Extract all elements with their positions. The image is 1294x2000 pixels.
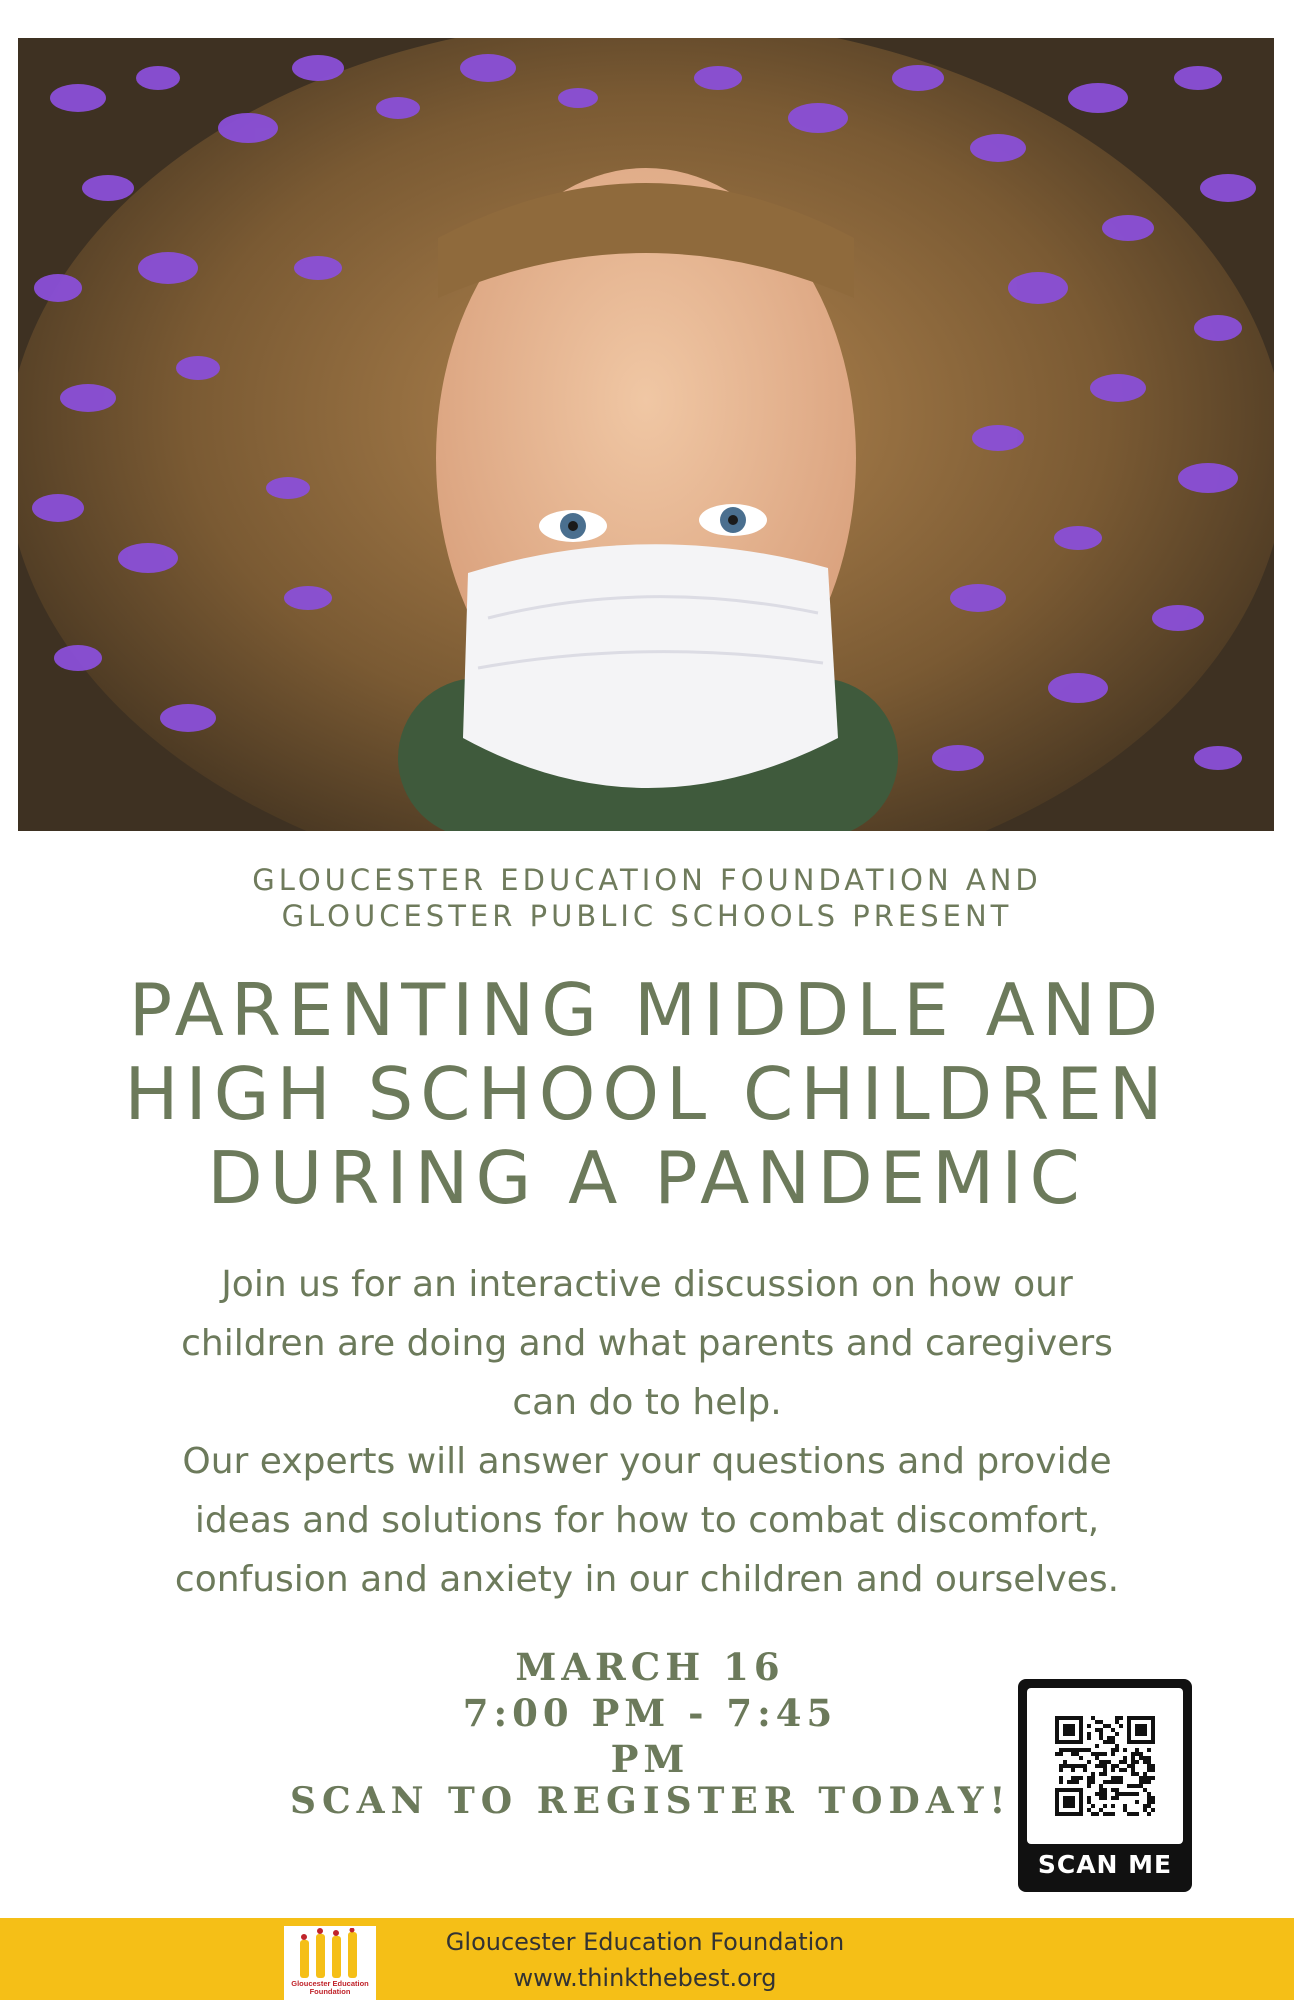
qr-scan-label: SCAN ME <box>1037 1850 1173 1879</box>
event-time: 7:00 PM - 7:45 PM <box>462 1691 838 1781</box>
footer-website-link[interactable]: www.thinkthebest.org <box>513 1964 777 1992</box>
footer-info <box>400 1924 890 1996</box>
logo-text-line-1: Gloucester Education <box>291 1979 369 1988</box>
event-date: MARCH 16 <box>515 1645 785 1689</box>
hero-photo <box>18 38 1274 831</box>
footer-bar <box>0 1918 1294 2000</box>
register-cta: SCAN TO REGISTER TODAY! <box>290 1780 1012 1822</box>
logo-wordmark <box>284 1980 376 1996</box>
presenters-line-1: GLOUCESTER EDUCATION FOUNDATION AND <box>252 863 1042 897</box>
event-description <box>60 1255 1234 1609</box>
description-line: confusion and anxiety in our children and ourselves. <box>174 1559 1120 1600</box>
title-line-3: DURING A PANDEMIC <box>207 1136 1087 1220</box>
presenters-line-2: GLOUCESTER PUBLIC SCHOOLS PRESENT <box>281 899 1013 933</box>
description-line: ideas and solutions for how to combat discomfort, <box>194 1500 1100 1541</box>
qr-code-icon <box>1027 1688 1183 1844</box>
description-line: Join us for an interactive discussion on how our <box>221 1264 1073 1305</box>
presenters-heading <box>0 862 1294 934</box>
title-line-2: HIGH SCHOOL CHILDREN <box>124 1052 1170 1136</box>
footer-org-name: Gloucester Education Foundation <box>445 1928 845 1956</box>
description-line: Our experts will answer your questions and provide <box>182 1441 1112 1482</box>
description-line: children are doing and what parents and caregivers <box>181 1323 1113 1364</box>
foundation-logo <box>284 1926 376 2000</box>
event-datetime <box>420 1644 880 1782</box>
qr-register-code[interactable] <box>1018 1679 1192 1892</box>
description-line: can do to help. <box>512 1382 782 1423</box>
title-line-1: PARENTING MIDDLE AND <box>128 968 1166 1052</box>
raised-hands-icon <box>294 1928 366 1980</box>
event-title <box>0 968 1294 1220</box>
logo-text-line-2: Foundation <box>309 1987 351 1996</box>
